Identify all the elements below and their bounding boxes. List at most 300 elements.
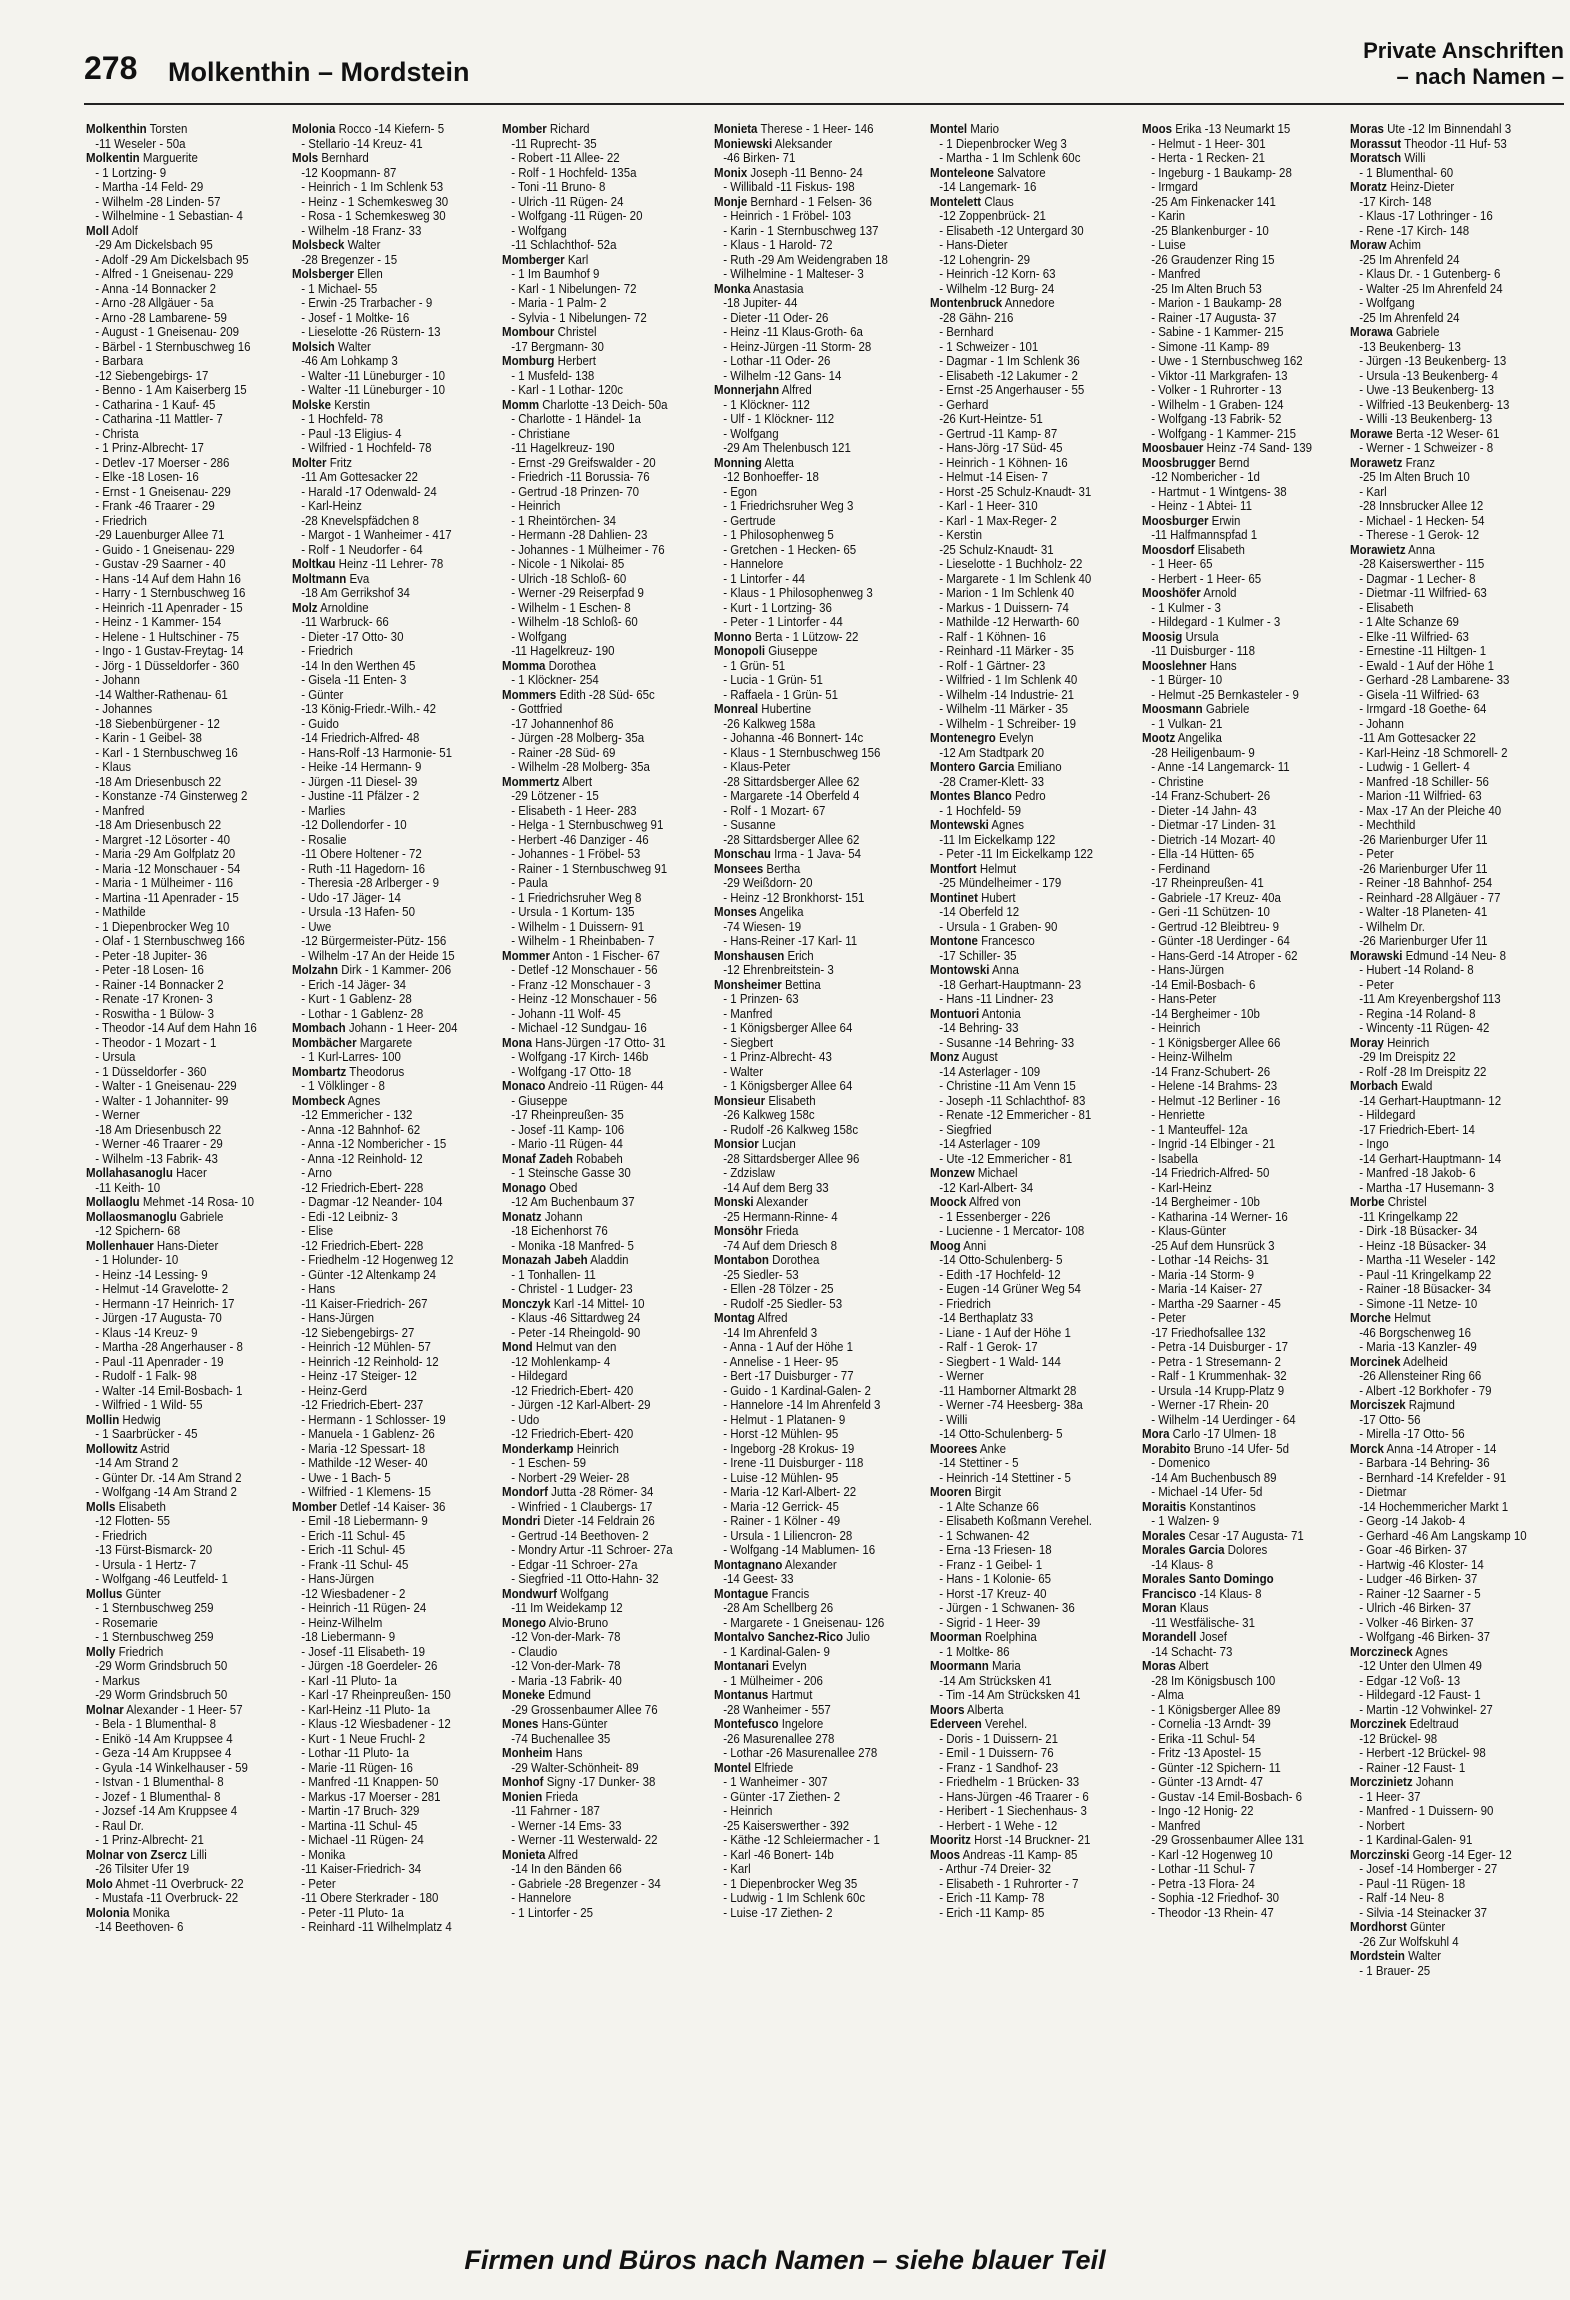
- directory-entry-line: - Werner -74 Heesberg- 38a: [939, 1398, 1083, 1412]
- directory-entry-line: -26 Masurenallee 278: [723, 1731, 835, 1746]
- directory-entry-line: -14 Franz-Schubert- 26: [1151, 1064, 1271, 1079]
- directory-entry-line: - Wolfgang -13 Fabrik- 52: [1151, 412, 1282, 426]
- directory-entry-line: - Hans - 1 Kolonie- 65: [939, 1572, 1052, 1586]
- directory-entry-line: - 1 Diepenbrocker Weg 35: [723, 1876, 858, 1891]
- directory-entry-line: Mols Bernhard: [292, 151, 369, 165]
- directory-entry-line: - Jozsef -14 Am Kruppsee 4: [95, 1804, 238, 1818]
- directory-entry-line: Moratsch Willi: [1350, 151, 1426, 165]
- directory-entry-line: - Kurt - 1 Neue Fruchl- 2: [301, 1731, 426, 1746]
- directory-entry-line: Moosmann Gabriele: [1142, 702, 1250, 716]
- directory-entry-line: - Horst -25 Schulz-Knaudt- 31: [939, 484, 1092, 499]
- directory-entry-line: -25 Am Finkenacker 141: [1151, 194, 1276, 209]
- directory-entry-line: - Werner -11 Westerwald- 22: [511, 1833, 658, 1847]
- directory-entry-line: - Rolf - 1 Mozart- 67: [723, 803, 826, 818]
- directory-entry-line: - Heinz-Wilhelm: [301, 1615, 383, 1630]
- directory-entry-line: - Lieselotte - 1 Buchholz- 22: [939, 557, 1083, 571]
- directory-entry-line: - Norbert: [1359, 1818, 1405, 1833]
- directory-entry-line: - Annelise - 1 Heer- 95: [723, 1354, 839, 1369]
- directory-entry-line: - Petra - 1 Stresemann- 2: [1151, 1354, 1281, 1369]
- directory-entry-line: - Uwe: [301, 919, 332, 934]
- directory-entry-line: - Rosalie: [301, 832, 347, 847]
- directory-entry-line: Moosbauer Heinz -74 Sand- 139: [1142, 441, 1313, 455]
- directory-entry-line: - 1 Völklinger - 8: [301, 1079, 385, 1093]
- directory-entry-line: Mommertz Albert: [502, 774, 593, 789]
- directory-entry-line: - Johannes: [95, 702, 153, 716]
- directory-entry-line: -11 Im Eickelkamp 122: [939, 832, 1056, 847]
- directory-entry-line: - 1 Michael- 55: [301, 281, 378, 296]
- directory-entry-line: - Heribert - 1 Siechenhaus- 3: [939, 1804, 1087, 1818]
- directory-entry-line: - Wolfgang -17 Otto- 18: [511, 1064, 632, 1079]
- directory-entry-line: -14 Beethoven- 6: [95, 1920, 184, 1934]
- directory-entry-line: - Walter - 1 Johanniter- 99: [95, 1093, 229, 1108]
- directory-entry-line: Monses Angelika: [714, 905, 804, 919]
- directory-entry-line: - Anna -12 Nombericher - 15: [301, 1137, 447, 1151]
- directory-entry-line: - Rene -17 Kirch- 148: [1359, 223, 1470, 238]
- directory-entry-line: Morczinski Georg -14 Eger- 12: [1350, 1847, 1512, 1862]
- directory-entry-line: - Lucia - 1 Grün- 51: [723, 673, 823, 687]
- directory-entry-line: - Maria -13 Kanzler- 49: [1359, 1340, 1477, 1354]
- directory-entry-line: - 1 Kardinal-Galen- 9: [723, 1644, 830, 1659]
- directory-entry-line: - Sigrid - 1 Heer- 39: [939, 1615, 1041, 1630]
- directory-entry-line: -26 Allensteiner Ring 66: [1359, 1369, 1482, 1383]
- directory-entry-line: Molly Friedrich: [86, 1644, 164, 1659]
- directory-entry-line: - Anna -12 Bahnhof- 62: [301, 1122, 421, 1137]
- directory-entry-line: - Ursula -13 Hafen- 50: [301, 905, 415, 919]
- directory-entry-line: - Arno -28 Allgäuer - 5a: [95, 296, 214, 310]
- directory-entry-line: - Heinrich - 1 Köhnen- 16: [939, 455, 1068, 470]
- directory-entry-line: - 1 Lintorfer - 25: [511, 1905, 594, 1920]
- directory-entry-line: - Therese - 1 Gerok- 12: [1359, 528, 1480, 542]
- directory-entry-line: - Gustav -14 Emil-Bosbach- 6: [1151, 1789, 1303, 1804]
- directory-entry-line: Moock Alfred von: [930, 1195, 1021, 1209]
- directory-entry-line: -11 Hamborner Altmarkt 28: [939, 1383, 1077, 1398]
- directory-entry-line: - Anna -12 Reinhold- 12: [301, 1151, 423, 1166]
- directory-entry-line: - Wilhelm Dr.: [1359, 919, 1426, 934]
- directory-entry-line: - Wilhelm - 1 Eschen- 8: [511, 600, 631, 615]
- directory-entry-line: Morbe Christel: [1350, 1195, 1427, 1209]
- directory-entry-line: Mooslehner Hans: [1142, 658, 1237, 673]
- directory-entry-line: - Wolfgang - 1 Kammer- 215: [1151, 426, 1297, 441]
- directory-entry-line: - Mathilde -12 Weser- 40: [301, 1456, 428, 1470]
- directory-entry-line: -14 Oberfeld 12: [939, 905, 1020, 919]
- directory-entry-line: - Hans -14 Auf dem Hahn 16: [95, 571, 241, 586]
- directory-entry-line: Monego Alvio-Bruno: [502, 1615, 609, 1630]
- directory-entry-line: -26 Tilsiter Ufer 19: [95, 1862, 190, 1876]
- directory-entry-line: - Ernst -25 Angerhauser - 55: [939, 383, 1085, 397]
- directory-entry-line: - Wilfried - 1 Klemens- 15: [301, 1485, 431, 1499]
- directory-entry-line: - Walter -18 Planeten- 41: [1359, 905, 1488, 919]
- directory-entry-line: - Martha -11 Weseler - 142: [1359, 1253, 1496, 1267]
- directory-entry-line: -28 Sittardsberger Allee 96: [723, 1151, 860, 1166]
- page-number: 278: [84, 50, 138, 86]
- directory-entry-line: - Jürgen - 1 Schwanen- 36: [939, 1601, 1075, 1615]
- directory-entry-line: - Ute -12 Emmericher - 81: [939, 1151, 1073, 1166]
- directory-entry-line: -29 Weißdorn- 20: [723, 876, 813, 890]
- directory-entry-line: -12 Am Buchenbaum 37: [511, 1195, 635, 1209]
- directory-entry-line: -14 Bergheimer - 10b: [1151, 1006, 1260, 1021]
- directory-entry-line: - Jürgen -13 Beukenberg- 13: [1359, 354, 1507, 368]
- directory-entry-line: - Hermann - 1 Schlosser- 19: [301, 1412, 446, 1427]
- directory-entry-line: -26 Marienburger Ufer 11: [1359, 934, 1488, 948]
- directory-entry-line: - Heinrich -12 Korn- 63: [939, 267, 1056, 281]
- directory-entry-line: -17 Friedhofsallee 132: [1151, 1325, 1266, 1340]
- directory-entry-line: - Christel - 1 Ludger- 23: [511, 1282, 633, 1296]
- directory-entry-line: - Werner -17 Rhein- 20: [1151, 1398, 1269, 1412]
- directory-entry-line: Monix Joseph -11 Benno- 24: [714, 165, 863, 180]
- directory-entry-line: - Frank -11 Schul- 45: [301, 1557, 409, 1572]
- directory-entry-line: Moray Heinrich: [1350, 1035, 1430, 1050]
- directory-entry-line: - Hans-Jürgen: [1151, 963, 1225, 977]
- directory-entry-line: -12 Friedrich-Ebert- 237: [301, 1398, 424, 1412]
- directory-entry-line: -11 Kaiser-Friedrich- 267: [301, 1296, 428, 1311]
- directory-entry-line: - Elisabeth - 1 Ruhrorter - 7: [939, 1876, 1079, 1891]
- directory-entry-line: Mollenhauer Hans-Dieter: [86, 1238, 219, 1253]
- directory-entry-line: Morales Cesar -17 Augusta- 71: [1142, 1528, 1304, 1543]
- directory-entry-line: - Ludwig - 1 Im Schlenk 60c: [723, 1891, 866, 1905]
- directory-entry-line: - Jürgen -12 Karl-Albert- 29: [511, 1398, 651, 1412]
- directory-entry-line: - Martha - 1 Im Schlenk 60c: [939, 151, 1081, 165]
- directory-entry-line: Moraw Achim: [1350, 238, 1421, 252]
- directory-entry-line: -12 Ehrenbreitstein- 3: [723, 963, 834, 977]
- directory-entry-line: - Wilhelm -18 Franz- 33: [301, 223, 422, 238]
- directory-entry-line: - Giuseppe: [511, 1093, 568, 1108]
- directory-entry-line: Mollowitz Astrid: [86, 1441, 170, 1456]
- directory-entry-line: -18 Jupiter- 44: [723, 296, 798, 310]
- directory-entry-line: - Monika -18 Manfred- 5: [511, 1238, 634, 1253]
- directory-entry-line: - Josef -11 Elisabeth- 19: [301, 1644, 425, 1659]
- directory-entry-line: - 1 Kurl-Larres- 100: [301, 1050, 401, 1064]
- directory-entry-line: - Luise -17 Ziethen- 2: [723, 1905, 833, 1920]
- directory-entry-line: - Maria - 1 Mülheimer - 116: [95, 876, 234, 890]
- directory-entry-line: - Hans-Gerd -14 Atroper - 62: [1151, 948, 1298, 963]
- directory-entry-line: - Maria -14 Storm- 9: [1151, 1267, 1255, 1282]
- directory-entry-line: Momma Dorothea: [502, 658, 596, 673]
- directory-entry-line: - Ruth -29 Am Weidengraben 18: [723, 252, 888, 267]
- directory-entry-line: - Wilhelm -12 Gans- 14: [723, 368, 842, 383]
- directory-entry-line: -46 Borgschenweg 16: [1359, 1325, 1472, 1340]
- directory-entry-line: Morciszek Rajmund: [1350, 1398, 1455, 1412]
- directory-entry-line: - Karl-Heinz -11 Pluto- 1a: [301, 1702, 431, 1717]
- directory-entry-line: - Maria -12 Gerrick- 45: [723, 1499, 839, 1514]
- directory-entry-line: - Irmgard -18 Goethe- 64: [1359, 702, 1487, 716]
- directory-entry-line: - Wilfried - 1 Im Schlenk 40: [939, 673, 1078, 687]
- directory-entry-line: -14 In den Werthen 45: [301, 658, 416, 673]
- directory-entry-line: - Johann: [1359, 716, 1404, 731]
- directory-entry-line: - Gyula -14 Winkelhauser - 59: [95, 1760, 248, 1775]
- directory-entry-line: - Martha -28 Angerhauser - 8: [95, 1340, 243, 1354]
- directory-entry-line: - Martha -29 Saarner - 45: [1151, 1296, 1281, 1311]
- directory-entry-line: Molonia Rocco -14 Kiefern- 5: [292, 122, 445, 136]
- directory-entry-line: Molsich Walter: [292, 339, 371, 354]
- directory-entry-line: - Reiner -18 Bahnhof- 254: [1359, 876, 1493, 890]
- directory-entry-line: - Mondry Artur -11 Schroer- 27a: [511, 1543, 673, 1557]
- directory-entry-line: - Ingrid -14 Elbinger - 21: [1151, 1137, 1276, 1151]
- directory-entry-line: - Klaus - 1 Sternbuschweg 156: [723, 745, 881, 760]
- directory-entry-line: - 1 Sternbuschweg 259: [95, 1601, 214, 1615]
- directory-entry-line: - Gerhard: [939, 397, 989, 412]
- directory-entry-line: - Herbert - 1 Heer- 65: [1151, 571, 1262, 586]
- directory-entry-line: - Elisabeth -12 Untergard 30: [939, 223, 1084, 238]
- directory-entry-line: - Eugen -14 Grüner Weg 54: [939, 1282, 1081, 1296]
- directory-entry-line: - Gabriele -28 Bregenzer - 34: [511, 1876, 661, 1891]
- directory-entry-line: - Werner -46 Traarer - 29: [95, 1137, 223, 1151]
- directory-entry-line: Monczyk Karl -14 Mittel- 10: [502, 1296, 645, 1311]
- directory-entry-line: - Ulrich -11 Rügen- 24: [511, 194, 624, 209]
- directory-entry-line: -29 Worm Grindsbruch 50: [95, 1659, 228, 1673]
- directory-entry-line: - Norbert -29 Weier- 28: [511, 1470, 630, 1485]
- directory-entry-line: - Heinrich - 1 Fröbel- 103: [723, 209, 852, 223]
- directory-entry-line: - Heinz -17 Steiger- 12: [301, 1369, 417, 1383]
- directory-entry-line: - 1 Sternbuschweg 259: [95, 1630, 214, 1644]
- directory-entry-line: - Gertrud -12 Bleibtreu- 9: [1151, 919, 1280, 934]
- directory-entry-line: - Rainer -14 Bonnacker 2: [95, 977, 224, 992]
- directory-entry-line: - Emil -18 Liebermann- 9: [301, 1514, 428, 1528]
- directory-entry-line: - Ingo - 1 Gustav-Freytag- 14: [95, 644, 244, 658]
- directory-entry-line: - Raffaela - 1 Grün- 51: [723, 687, 839, 702]
- directory-entry-line: - Johannes - 1 Fröbel- 53: [511, 847, 641, 861]
- directory-entry-line: Moraitis Konstantinos: [1142, 1499, 1256, 1514]
- directory-entry-line: Mommers Edith -28 Süd- 65c: [502, 687, 655, 702]
- directory-entry-line: - Gertrud -11 Kamp- 87: [939, 426, 1058, 441]
- directory-entry-line: - Karin - 1 Sternbuschweg 137: [723, 223, 879, 238]
- directory-entry-line: Morales Santo Domingo: [1142, 1572, 1274, 1586]
- directory-entry-line: - Werner: [939, 1369, 984, 1383]
- directory-entry-line: - Klaus - 1 Philosophenweg 3: [723, 586, 873, 600]
- directory-entry-line: - Heinrich -12 Reinhold- 12: [301, 1354, 439, 1369]
- directory-entry-line: -12 Zoppenbrück- 21: [939, 209, 1046, 223]
- directory-entry-line: - Helene -14 Brahms- 23: [1151, 1079, 1278, 1093]
- directory-entry-line: - Theodor - 1 Mozart - 1: [95, 1035, 217, 1050]
- directory-entry-line: -14 Emil-Bosbach- 6: [1151, 977, 1256, 992]
- directory-entry-line: - 1 Steinsche Gasse 30: [511, 1166, 631, 1180]
- directory-entry-line: - Christine: [1151, 774, 1204, 789]
- directory-column-2: [292, 122, 481, 2227]
- directory-entry-line: - Martina -11 Schul- 45: [301, 1818, 418, 1833]
- directory-entry-line: - Martha -14 Feld- 29: [95, 180, 204, 194]
- directory-entry-line: - Adolf -29 Am Dickelsbach 95: [95, 252, 249, 267]
- directory-entry-line: Monz August: [930, 1050, 998, 1064]
- directory-entry-line: Mommer Anton - 1 Fischer- 67: [502, 948, 660, 963]
- directory-entry-line: - Josef -14 Homberger - 27: [1359, 1862, 1498, 1876]
- directory-entry-line: Momberger Karl: [502, 252, 589, 267]
- directory-entry-line: - Klaus -14 Kreuz- 9: [95, 1325, 198, 1340]
- directory-entry-line: - Klaus -46 Sittardweg 24: [511, 1311, 641, 1325]
- directory-entry-line: Monsheimer Bettina: [714, 977, 821, 992]
- directory-entry-line: -28 Kaiserswerther - 115: [1359, 557, 1485, 571]
- directory-entry-line: - Petra -13 Flora- 24: [1151, 1876, 1255, 1891]
- directory-entry-line: - Maria -14 Kaiser- 27: [1151, 1282, 1263, 1296]
- directory-entry-line: - Manfred: [1151, 267, 1201, 281]
- directory-entry-line: -14 Klaus- 8: [1151, 1557, 1214, 1572]
- directory-entry-line: - Rainer -12 Saarner - 5: [1359, 1586, 1481, 1601]
- directory-entry-line: - Catharina -11 Mattler- 7: [95, 412, 223, 426]
- directory-entry-line: - Albert -12 Borkhofer - 79: [1359, 1383, 1492, 1398]
- directory-entry-line: - 1 Prinz-Albrecht- 21: [95, 1833, 204, 1847]
- directory-entry-line: -14 Asterlager - 109: [939, 1064, 1041, 1079]
- directory-entry-line: -25 Im Alten Bruch 10: [1359, 470, 1470, 484]
- directory-entry-line: - Gretchen - 1 Hecken- 65: [723, 542, 857, 557]
- directory-entry-line: - Wolfgang -17 Kirch- 146b: [511, 1050, 649, 1064]
- directory-entry-line: Montanari Evelyn: [714, 1659, 807, 1673]
- directory-entry-line: - Paula: [511, 876, 548, 890]
- directory-entry-line: - Erich -11 Kamp- 85: [939, 1905, 1045, 1920]
- directory-entry-line: - Anna - 1 Auf der Höhe 1: [723, 1340, 853, 1354]
- directory-entry-line: -28 Heiligenbaum- 9: [1151, 745, 1255, 760]
- directory-entry-line: -12 Koopmann- 87: [301, 165, 397, 180]
- directory-entry-line: -12 Karl-Albert- 34: [939, 1180, 1034, 1195]
- directory-entry-line: - Rolf -28 Im Dreispitz 22: [1359, 1064, 1487, 1079]
- directory-entry-line: - Herbert - 1 Wehe - 12: [939, 1818, 1058, 1833]
- directory-entry-line: - Heinz -12 Monschauer - 56: [511, 992, 657, 1006]
- directory-entry-line: - Wolfgang: [511, 223, 567, 238]
- directory-entry-line: Mombeck Agnes: [292, 1093, 381, 1108]
- directory-entry-line: - Heinz -18 Büsacker- 34: [1359, 1238, 1487, 1253]
- directory-entry-line: - Ingo -12 Honig- 22: [1151, 1804, 1254, 1818]
- directory-columns: [86, 122, 1570, 2227]
- directory-entry-line: - 1 Kardinal-Galen- 91: [1359, 1833, 1473, 1847]
- directory-entry-line: - Heinrich: [511, 499, 561, 513]
- directory-entry-line: - Hans-Reiner -17 Karl- 11: [723, 934, 858, 948]
- directory-entry-line: -11 Obere Holtener - 72: [301, 847, 422, 861]
- directory-entry-line: - Käthe -12 Schleiermacher - 1: [723, 1833, 880, 1847]
- directory-entry-line: -11 Im Weidekamp 12: [511, 1601, 623, 1615]
- directory-entry-line: -12 Dollendorfer - 10: [301, 818, 407, 832]
- directory-entry-line: Morche Helmut: [1350, 1311, 1431, 1325]
- directory-entry-line: - Ursula: [95, 1050, 136, 1064]
- directory-entry-line: - Mario -11 Rügen- 44: [511, 1137, 623, 1151]
- directory-entry-line: -14 Otto-Schulenberg- 5: [939, 1427, 1063, 1441]
- directory-entry-line: - Hildegard: [511, 1369, 568, 1383]
- directory-entry-line: - Manfred -11 Knappen- 50: [301, 1775, 439, 1789]
- directory-entry-line: - Toni -11 Bruno- 8: [511, 180, 606, 194]
- directory-entry-line: - Helga - 1 Sternbuschweg 91: [511, 818, 664, 832]
- directory-entry-line: Monnerjahn Alfred: [714, 383, 812, 397]
- directory-entry-line: - Robert -11 Allee- 22: [511, 151, 620, 165]
- directory-entry-line: - Renate -17 Kronen- 3: [95, 992, 213, 1006]
- directory-entry-line: - Charlotte - 1 Händel- 1a: [511, 412, 641, 426]
- directory-entry-line: Monski Alexander: [714, 1195, 808, 1209]
- directory-entry-line: Morbach Ewald: [1350, 1079, 1433, 1093]
- directory-entry-line: - Ralf -14 Neu- 8: [1359, 1891, 1445, 1905]
- directory-entry-line: -14 In den Bänden 66: [511, 1862, 622, 1876]
- directory-entry-line: - Bert -17 Duisburger - 77: [723, 1369, 854, 1383]
- directory-entry-line: Monheim Hans: [502, 1746, 583, 1760]
- directory-entry-line: Mooren Birgit: [930, 1485, 1001, 1499]
- directory-entry-line: Monatz Johann: [502, 1209, 583, 1224]
- directory-entry-line: Mondwurf Wolfgang: [502, 1586, 609, 1601]
- directory-entry-line: - Franz - 1 Geibel- 1: [939, 1557, 1043, 1572]
- directory-entry-line: - Rolf - 1 Neudorfer - 64: [301, 542, 423, 557]
- directory-entry-line: Morawetz Franz: [1350, 455, 1435, 470]
- directory-entry-line: Montfort Helmut: [930, 861, 1017, 876]
- directory-entry-line: -17 Schiller- 35: [939, 948, 1017, 963]
- directory-entry-line: - Herta - 1 Recken- 21: [1151, 151, 1265, 165]
- directory-entry-line: Moltmann Eva: [292, 571, 370, 586]
- directory-entry-line: -14 Otto-Schulenberg- 5: [939, 1253, 1063, 1267]
- directory-entry-line: -14 Gerhart-Hauptmann- 12: [1359, 1093, 1502, 1108]
- directory-entry-line: - Johanna -46 Bonnert- 14c: [723, 731, 864, 745]
- directory-entry-line: - Horst -17 Kreuz- 40: [939, 1586, 1047, 1601]
- directory-entry-line: -28 Bregenzer - 15: [301, 252, 398, 267]
- directory-entry-line: -29 Walter-Schönheit- 89: [511, 1760, 639, 1775]
- directory-entry-line: - Karl - 1 Lothar- 120c: [511, 383, 624, 397]
- directory-entry-line: - Dieter -17 Otto- 30: [301, 629, 404, 644]
- directory-entry-line: - 1 Im Baumhof 9: [511, 267, 600, 281]
- directory-entry-line: - Mathilde -12 Herwarth- 60: [939, 615, 1080, 629]
- section-title-line2: – nach Namen –: [1396, 64, 1564, 89]
- directory-entry-line: - Ruth -11 Hagedorn- 16: [301, 861, 426, 876]
- directory-entry-line: - Margarete - 1 Im Schlenk 40: [939, 571, 1092, 586]
- directory-entry-line: - Dieter -11 Oder- 26: [723, 310, 829, 325]
- directory-entry-line: - Markus - 1 Duissern- 74: [939, 600, 1069, 615]
- directory-entry-line: -13 König-Friedr.-Wilh.- 42: [301, 702, 437, 716]
- directory-entry-line: Moosdorf Elisabeth: [1142, 542, 1245, 557]
- directory-entry-line: -14 Am Strücksken 41: [939, 1673, 1052, 1688]
- directory-entry-line: - Rosa - 1 Schemkesweg 30: [301, 209, 446, 223]
- directory-entry-line: - Bela - 1 Blumenthal- 8: [95, 1717, 217, 1731]
- directory-entry-line: - Werner - 1 Schweizer - 8: [1359, 441, 1494, 455]
- directory-entry-line: - Ursula -13 Beukenberg- 4: [1359, 368, 1498, 383]
- directory-entry-line: - Friedrich: [939, 1296, 991, 1311]
- directory-entry-line: - Fritz -13 Apostel- 15: [1151, 1746, 1262, 1760]
- directory-entry-line: Montefusco Ingelore: [714, 1717, 824, 1731]
- directory-entry-line: -12 Friedrich-Ebert- 228: [301, 1238, 424, 1253]
- directory-entry-line: - Rainer - 1 Kölner - 49: [723, 1514, 841, 1528]
- directory-entry-line: - Helmut - 1 Heer- 301: [1151, 136, 1266, 151]
- directory-entry-line: - Ella -14 Hütten- 65: [1151, 847, 1255, 861]
- directory-entry-line: - Elise: [301, 1224, 334, 1238]
- directory-entry-line: - Simone -11 Kamp- 89: [1151, 339, 1270, 354]
- directory-entry-line: - Markus: [95, 1673, 140, 1688]
- directory-entry-line: - Martin -12 Vohwinkel- 27: [1359, 1702, 1493, 1717]
- directory-entry-line: Montowski Anna: [930, 963, 1019, 977]
- directory-entry-line: - Rolf - 1 Hochfeld- 135a: [511, 165, 637, 180]
- directory-entry-line: - 1 Klöckner- 254: [511, 673, 599, 687]
- directory-entry-line: - 1 Prinz-Albrecht- 17: [95, 441, 204, 455]
- directory-entry-line: - Michael -11 Rügen- 24: [301, 1833, 424, 1847]
- directory-entry-line: - Irene -11 Duisburger - 118: [723, 1456, 864, 1470]
- directory-entry-line: Mondri Dieter -14 Feldrain 26: [502, 1514, 655, 1528]
- directory-entry-line: - Rainer - 1 Sternbuschweg 91: [511, 861, 668, 876]
- directory-entry-line: - Mechthild: [1359, 818, 1416, 832]
- directory-entry-line: - 1 Friedrichsruher Weg 8: [511, 890, 642, 905]
- directory-entry-line: - Maria -12 Monschauer - 54: [95, 861, 241, 876]
- directory-entry-line: - Hubert -14 Roland- 8: [1359, 963, 1474, 977]
- directory-entry-line: - Wilhelm - 1 Schreiber- 19: [939, 716, 1076, 731]
- directory-entry-line: - Reinhard -11 Märker - 35: [939, 644, 1074, 658]
- directory-entry-line: - Bernhard -14 Krefelder - 91: [1359, 1470, 1507, 1485]
- directory-entry-line: - Petra -14 Duisburger - 17: [1151, 1340, 1288, 1354]
- directory-entry-line: Monopoli Giuseppe: [714, 644, 818, 658]
- directory-entry-line: -11 Weseler - 50a: [95, 136, 186, 151]
- directory-entry-line: - Wilhelm - 1 Graben- 124: [1151, 397, 1284, 412]
- directory-entry-line: Francisco -14 Klaus- 8: [1142, 1586, 1262, 1601]
- directory-entry-line: - Roswitha - 1 Bülow- 3: [95, 1006, 215, 1021]
- directory-entry-line: -18 Siebenbürgener - 12: [95, 716, 220, 731]
- directory-entry-line: - Winfried - 1 Claubergs- 17: [511, 1499, 653, 1514]
- directory-entry-line: Moog Anni: [930, 1238, 987, 1253]
- directory-entry-line: - 1 Schweizer - 101: [939, 339, 1039, 354]
- directory-entry-line: -18 Am Gerrikshof 34: [301, 586, 410, 600]
- directory-entry-line: - Gertrud -14 Beethoven- 2: [511, 1528, 649, 1543]
- directory-entry-line: Molske Kerstin: [292, 397, 370, 412]
- directory-entry-line: - Wolfgang -14 Am Strand 2: [95, 1485, 237, 1499]
- directory-entry-line: - Karl - 1 Heer- 310: [939, 499, 1038, 513]
- directory-entry-line: - Domenico: [1151, 1456, 1211, 1470]
- directory-entry-line: Montel Mario: [930, 122, 1000, 136]
- directory-entry-line: Monaco Andreio -11 Rügen- 44: [502, 1079, 664, 1093]
- directory-entry-line: Montelett Claus: [930, 194, 1014, 209]
